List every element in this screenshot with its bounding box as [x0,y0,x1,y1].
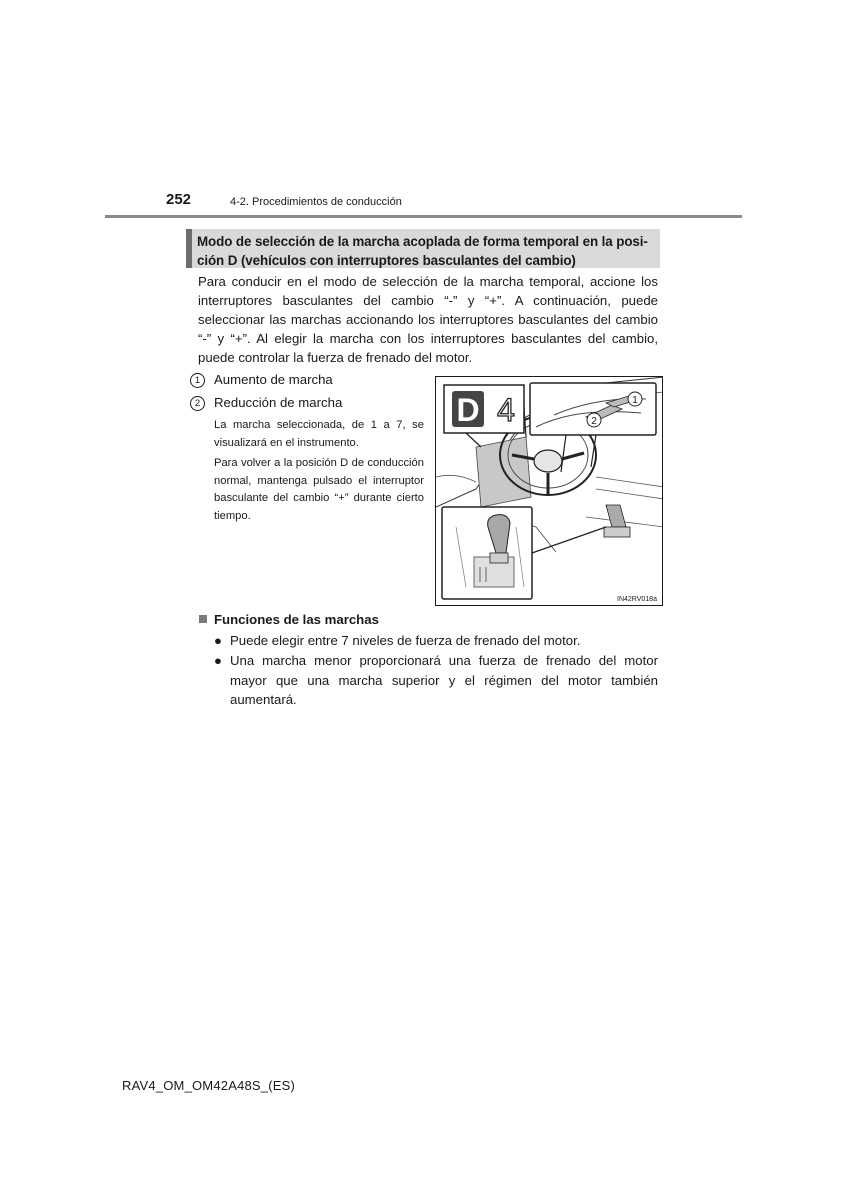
intro-paragraph: Para conducir en el modo de selección de la marcha temporal, accione los interruptores basculantes del cambio “-” y “+”. A continuación, puede seleccionar las marchas accionando los interruptores basculantes del cambio “-” y “+”. Al elegir la marcha con los interruptores basculantes del cambio, puede controlar la fuerza de frenado del motor. [198,274,658,365]
note-return-to-d: Para volver a la posición D de conducción normal, mantenga pulsado el interruptor basculante del cambio “+” durante cierto tiempo. [214,457,424,522]
item-upshift [190,372,333,388]
page-number: 252 [166,191,192,208]
section-title [186,229,660,268]
item-upshift-label: Aumento de marcha [214,372,333,387]
item-downshift-label: Reducción de marcha [214,395,343,410]
square-bullet-icon [199,615,207,623]
callout-1-icon: 1 [632,395,638,406]
section-title-line2: ción D (vehículos con interruptores basculantes del cambio) [197,253,576,268]
bullet-dot-icon: ● [214,633,222,648]
display-letter: D [456,392,480,428]
paddle-shift-illustration [435,376,663,606]
bullet-text: Una marcha menor proporcionará una fuerza de frenado del motor mayor que una marcha superior y el régimen del motor también aumentará. [230,653,658,707]
bullet-dot-icon: ● [214,653,222,668]
number-1-icon: 1 [190,373,205,388]
bullet-item [214,631,658,651]
footer-doc-code: RAV4_OM_OM42A48S_(ES) [122,1078,296,1093]
display-digit: 4 [497,392,515,428]
running-head: 4-2. Procedimientos de conducción [230,196,402,208]
item-downshift [190,395,342,411]
callout-2-icon: 2 [591,416,597,427]
header-rule [105,215,742,218]
number-2-icon: 2 [190,396,205,411]
figure-code: IN42RV018a [617,596,657,603]
bullet-text: Puede elegir entre 7 niveles de fuerza de frenado del motor. [230,633,581,648]
subsection-title [199,612,379,627]
section-title-line1: Modo de selección de la marcha acoplada de forma temporal en la posi- [197,234,648,249]
note-selected-gear: La marcha seleccionada, de 1 a 7, se visualizará en el instrumento. [214,419,424,449]
bullet-item [214,651,658,710]
subsection-title-text: Funciones de las marchas [214,612,379,627]
